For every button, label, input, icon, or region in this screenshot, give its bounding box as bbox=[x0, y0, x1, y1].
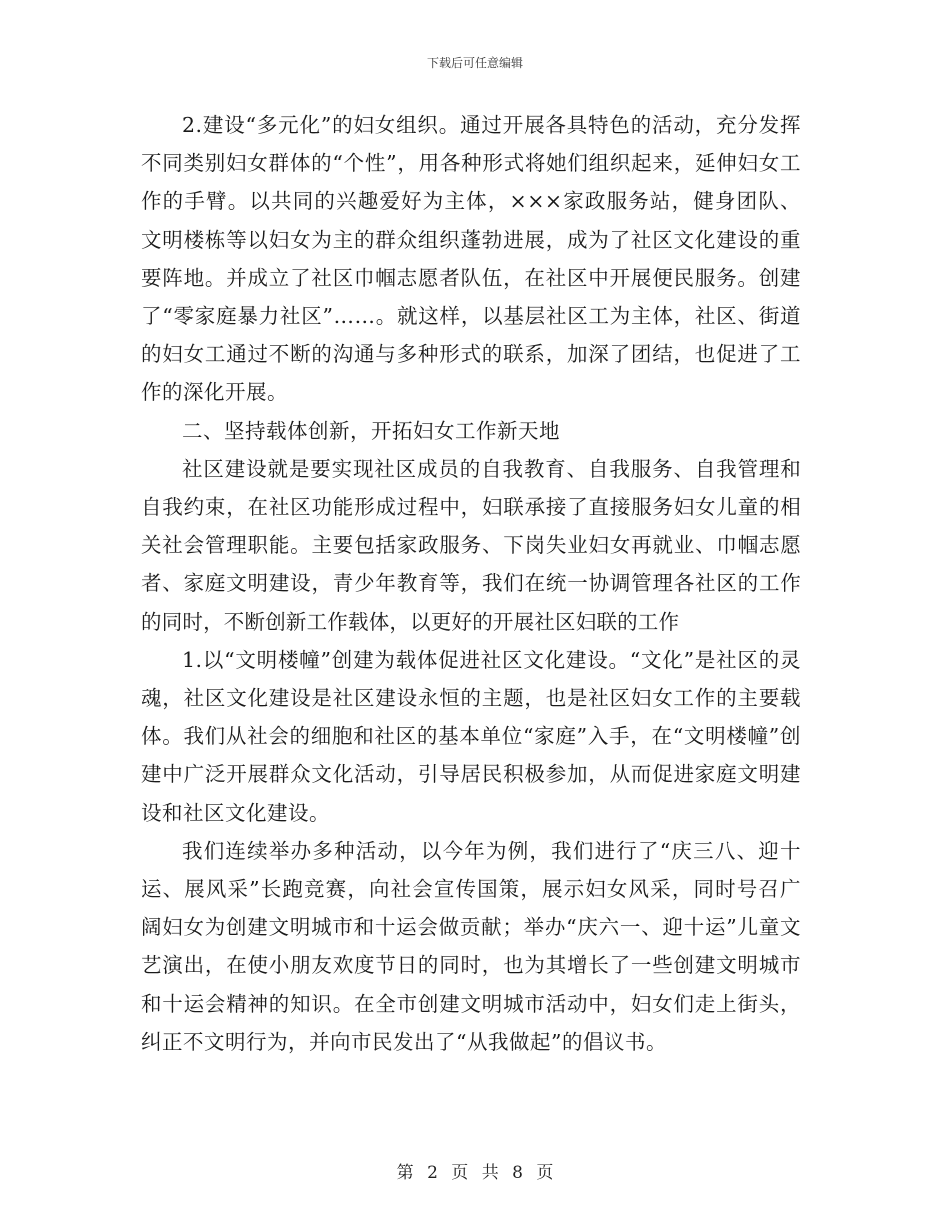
section-heading-2: 二、坚持载体创新，开拓妇女工作新天地 bbox=[182, 418, 560, 443]
footer-total-pages: 8 bbox=[512, 1163, 523, 1183]
footer-ye2: 页 bbox=[536, 1163, 554, 1183]
page-footer bbox=[0, 1158, 950, 1183]
header-note: 下载后可任意编辑 bbox=[426, 56, 523, 70]
footer-gong: 共 bbox=[481, 1163, 499, 1183]
paragraph-3: 1.以“文明楼幢”创建为载体促进社区文化建设。“文化”是社区的灵魂，社区文化建设是社区建设永恒的主题，也是社区妇女工作的主要载体。我们从社会的细胞和社区的基本单位“家庭”入手，在“文明楼幢”创建中广泛开展群众文化活动，引导居民积极参加，从而促进家庭文明建设和社区文化建设。 bbox=[141, 647, 801, 825]
footer-page-number: 2 bbox=[427, 1163, 438, 1183]
paragraph-4: 我们连续举办多种活动，以今年为例，我们进行了“庆三八、迎十运、展风采”长跑竞赛，向社会宣传国策，展示妇女风采，同时号召广阔妇女为创建文明城市和十运会做贡献；举办“庆六一、迎十运”儿童文艺演出，在使小朋友欢度节日的同时，也为其增长了一些创建文明城市和十运会精神的知识。在全市创建文明城市活动中，妇女们走上街头，纠正不文明行为，并向市民发出了“从我做起”的倡议书。 bbox=[141, 838, 801, 1054]
footer-di: 第 bbox=[396, 1163, 414, 1183]
paragraph-1: 2.建设“多元化”的妇女组织。通过开展各具特色的活动，充分发挥不同类别妇女群体的“个性”，用各种形式将她们组织起来，延伸妇女工作的手臂。以共同的兴趣爱好为主体，×××家政服务站，健身团队、文明楼栋等以妇女为主的群众组织蓬勃进展，成为了社区文化建设的重要阵地。并成立了社区巾帼志愿者队伍，在社区中开展便民服务。创建了“零家庭暴力社区”……。就这样，以基层社区工为主体，社区、街道的妇女工通过不断的沟通与多种形式的联系，加深了团结，也促进了工作的深化开展。 bbox=[141, 113, 801, 405]
footer-ye: 页 bbox=[451, 1163, 469, 1183]
document-body bbox=[141, 106, 801, 1061]
paragraph-2: 社区建设就是要实现社区成员的自我教育、自我服务、自我管理和自我约束，在社区功能形成过程中，妇联承接了直接服务妇女儿童的相关社会管理职能。主要包括家政服务、下岗失业妇女再就业、巾帼志愿者、家庭文明建设，青少年教育等，我们在统一协调管理各社区的工作的同时，不断创新工作载体，以更好的开展社区妇联的工作 bbox=[141, 456, 801, 634]
